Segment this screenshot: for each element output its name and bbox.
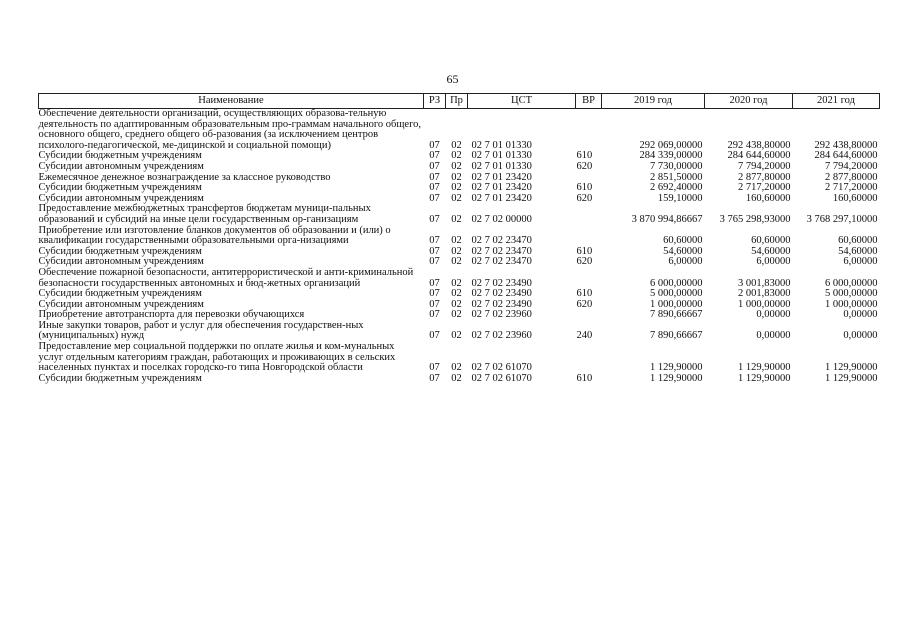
row-amount-2020: 60,60000 [751, 235, 791, 247]
row-cst: 02 7 02 23960 [471, 330, 532, 342]
row-pr: 02 [451, 245, 462, 257]
row-amount-2020: 0,00000 [756, 330, 791, 342]
row-name: Предоставление мер социальной поддержки по оплате жилья и ком-мунальных услуг отдельным категориям граждан, работающих и проживающих в сельских населенных пунктах и поселках городско-го типа Новгородской области [38, 341, 396, 374]
table-header-row [39, 94, 880, 109]
row-amount-2021: 0,00000 [843, 309, 878, 321]
row-amount-2020: 2 877,80000 [738, 171, 791, 183]
row-amount-2021: 2 877,80000 [825, 171, 878, 183]
row-amount-2019: 159,10000 [657, 192, 703, 204]
row-amount-2021: 2 717,20000 [825, 182, 878, 194]
row-vr [576, 342, 602, 374]
row-vr: 620 [576, 192, 593, 204]
row-amount-2019: 1 000,00000 [650, 298, 703, 310]
row-amount-2020: 2 001,83000 [738, 288, 791, 300]
row-pr: 02 [451, 309, 462, 321]
row-rz: 07 [429, 150, 440, 162]
row-name: Субсидии бюджетным учреждениям [38, 245, 202, 257]
row-vr: 610 [576, 288, 593, 300]
row-name: Субсидии бюджетным учреждениям [38, 288, 202, 300]
row-pr: 02 [451, 277, 462, 289]
row-amount-2021: 54,60000 [838, 245, 878, 257]
column-header-name: Наименование [39, 94, 424, 109]
row-vr: 610 [576, 182, 593, 194]
row-name: Приобретение автотранспорта для перевозки обучающихся [38, 309, 305, 321]
row-name: Субсидии автономным учреждениям [38, 160, 204, 172]
row-vr [576, 310, 602, 321]
row-amount-2020: 6,00000 [756, 256, 791, 268]
row-amount-2021: 7 794,20000 [825, 160, 878, 172]
row-name: Субсидии бюджетным учреждениям [38, 150, 202, 162]
row-cst: 02 7 01 23420 [471, 192, 532, 204]
row-vr: 610 [576, 245, 593, 257]
row-rz: 07 [429, 182, 440, 194]
row-amount-2021: 292 438,80000 [814, 139, 878, 151]
row-amount-2020: 0,00000 [756, 309, 791, 321]
row-rz: 07 [429, 192, 440, 204]
row-rz: 07 [429, 171, 440, 183]
row-rz: 07 [429, 362, 440, 374]
row-cst: 02 7 01 01330 [471, 150, 532, 162]
row-amount-2021: 0,00000 [843, 330, 878, 342]
row-rz: 07 [429, 372, 440, 384]
row-amount-2019: 1 129,90000 [650, 372, 703, 384]
column-header-2019: 2019 год [602, 94, 705, 109]
table-row [39, 226, 880, 247]
row-name: Обеспечение пожарной безопасности, антитеррористической и анти-криминальной безопасности государственных автономных и бюд-жетных организаций [38, 266, 414, 289]
row-pr: 02 [451, 160, 462, 172]
row-amount-2019: 2 692,40000 [650, 182, 703, 194]
row-cst: 02 7 02 61070 [471, 362, 532, 374]
row-amount-2020: 1 000,00000 [738, 298, 791, 310]
row-amount-2021: 3 768 297,10000 [806, 213, 878, 225]
row-pr: 02 [451, 235, 462, 247]
row-amount-2020: 2 717,20000 [738, 182, 791, 194]
budget-table [38, 93, 880, 384]
row-name: Иные закупки товаров, работ и услуг для обеспечения государствен-ных (муниципальных) нужд [38, 319, 364, 342]
row-vr: 610 [576, 150, 593, 162]
row-rz: 07 [429, 330, 440, 342]
row-vr [576, 226, 602, 247]
row-amount-2019: 3 870 994,86667 [631, 213, 703, 225]
row-cst: 02 7 01 01330 [471, 139, 532, 151]
row-name: Ежемесячное денежное вознаграждение за классное руководство [38, 171, 331, 183]
row-amount-2019: 7 890,66667 [650, 309, 703, 321]
row-rz: 07 [429, 160, 440, 172]
row-rz: 07 [429, 277, 440, 289]
table-row [39, 268, 880, 289]
row-amount-2020: 54,60000 [751, 245, 791, 257]
row-cst: 02 7 02 23960 [471, 309, 532, 321]
row-name: Субсидии автономным учреждениям [38, 256, 204, 268]
row-vr: 620 [576, 298, 593, 310]
table-row [39, 109, 880, 152]
row-amount-2021: 6 000,00000 [825, 277, 878, 289]
row-cst: 02 7 01 23420 [471, 182, 532, 194]
row-cst: 02 7 01 23420 [471, 171, 532, 183]
row-amount-2019: 6,00000 [668, 256, 703, 268]
row-amount-2020: 292 438,80000 [727, 139, 791, 151]
row-amount-2019: 5 000,00000 [650, 288, 703, 300]
row-cst: 02 7 02 23470 [471, 256, 532, 268]
table-row [39, 374, 880, 385]
table-body [39, 109, 880, 385]
row-rz: 07 [429, 139, 440, 151]
row-name: Субсидии бюджетным учреждениям [38, 372, 202, 384]
row-rz: 07 [429, 235, 440, 247]
row-vr: 610 [576, 372, 593, 384]
row-rz: 07 [429, 288, 440, 300]
row-amount-2019: 7 890,66667 [650, 330, 703, 342]
row-vr: 620 [576, 160, 593, 172]
column-header-cst: ЦСТ [468, 94, 576, 109]
row-amount-2020: 1 129,90000 [738, 372, 791, 384]
row-vr: 240 [576, 330, 593, 342]
row-name: Приобретение или изготовление бланков документов об образовании и (или) о квалификации государственными образовательными орга-низациями [38, 224, 391, 247]
row-amount-2021: 60,60000 [838, 235, 878, 247]
row-name: Обеспечение деятельности организаций, осуществляющих образова-тельную деятельность по адаптированным образовательным про-граммам начального общего, основного общего, среднего общего об-разования (за исключением центров психолого-педагогической, ме-дицинской и социальной помощи) [38, 108, 422, 151]
row-cst: 02 7 02 23490 [471, 298, 532, 310]
row-vr: 620 [576, 256, 593, 268]
row-amount-2021: 1 129,90000 [825, 372, 878, 384]
row-amount-2020: 284 644,60000 [727, 150, 791, 162]
row-rz: 07 [429, 213, 440, 225]
row-amount-2019: 7 730,00000 [650, 160, 703, 172]
row-name: Предоставление межбюджетных трансфертов бюджетам муници-пальных образований и субсидий на иные цели государственным ор-ганизациям [38, 203, 371, 225]
row-pr: 02 [451, 150, 462, 162]
row-amount-2021: 6,00000 [843, 256, 878, 268]
row-name: Субсидии автономным учреждениям [38, 192, 204, 204]
row-amount-2020: 7 794,20000 [738, 160, 791, 172]
row-amount-2020: 1 129,90000 [738, 362, 791, 374]
row-amount-2019: 54,60000 [663, 245, 703, 257]
row-amount-2019: 60,60000 [663, 235, 703, 247]
row-rz: 07 [429, 245, 440, 257]
row-amount-2020: 3 001,83000 [738, 277, 791, 289]
row-pr: 02 [451, 372, 462, 384]
row-amount-2021: 160,60000 [832, 192, 878, 204]
row-vr [576, 268, 602, 289]
table-row [39, 321, 880, 342]
row-pr: 02 [451, 171, 462, 183]
row-pr: 02 [451, 192, 462, 204]
table-row [39, 342, 880, 374]
row-pr: 02 [451, 182, 462, 194]
row-amount-2020: 160,60000 [745, 192, 791, 204]
row-cst: 02 7 01 01330 [471, 160, 532, 172]
page-number: 65 [446, 72, 459, 86]
row-cst: 02 7 02 23490 [471, 288, 532, 300]
row-amount-2021: 1 129,90000 [825, 362, 878, 374]
table-row [39, 162, 880, 173]
row-vr [576, 109, 602, 152]
row-pr: 02 [451, 288, 462, 300]
row-amount-2019: 292 069,00000 [639, 139, 703, 151]
row-amount-2021: 1 000,00000 [825, 298, 878, 310]
row-pr: 02 [451, 298, 462, 310]
column-header-rz: РЗ [424, 94, 446, 109]
row-rz: 07 [429, 256, 440, 268]
column-header-2020: 2020 год [705, 94, 793, 109]
row-pr: 02 [451, 256, 462, 268]
row-cst: 02 7 02 61070 [471, 372, 532, 384]
row-cst: 02 7 02 23490 [471, 277, 532, 289]
column-header-2021: 2021 год [793, 94, 880, 109]
row-pr: 02 [451, 213, 462, 225]
row-name: Субсидии автономным учреждениям [38, 298, 204, 310]
row-amount-2019: 1 129,90000 [650, 362, 703, 374]
row-cst: 02 7 02 23470 [471, 235, 532, 247]
row-amount-2019: 284 339,00000 [639, 150, 703, 162]
row-amount-2019: 6 000,00000 [650, 277, 703, 289]
row-rz: 07 [429, 298, 440, 310]
row-cst: 02 7 02 23470 [471, 245, 532, 257]
row-pr: 02 [451, 139, 462, 151]
column-header-vr: ВР [576, 94, 602, 109]
row-name: Субсидии бюджетным учреждениям [38, 182, 202, 194]
row-amount-2021: 5 000,00000 [825, 288, 878, 300]
row-rz: 07 [429, 309, 440, 321]
column-header-pr: Пр [446, 94, 468, 109]
row-amount-2019: 2 851,50000 [650, 171, 703, 183]
row-vr [576, 204, 602, 225]
row-amount-2021: 284 644,60000 [814, 150, 878, 162]
row-cst: 02 7 02 00000 [471, 213, 532, 225]
row-pr: 02 [451, 362, 462, 374]
table-row [39, 204, 880, 225]
row-pr: 02 [451, 330, 462, 342]
row-amount-2020: 3 765 298,93000 [719, 213, 791, 225]
